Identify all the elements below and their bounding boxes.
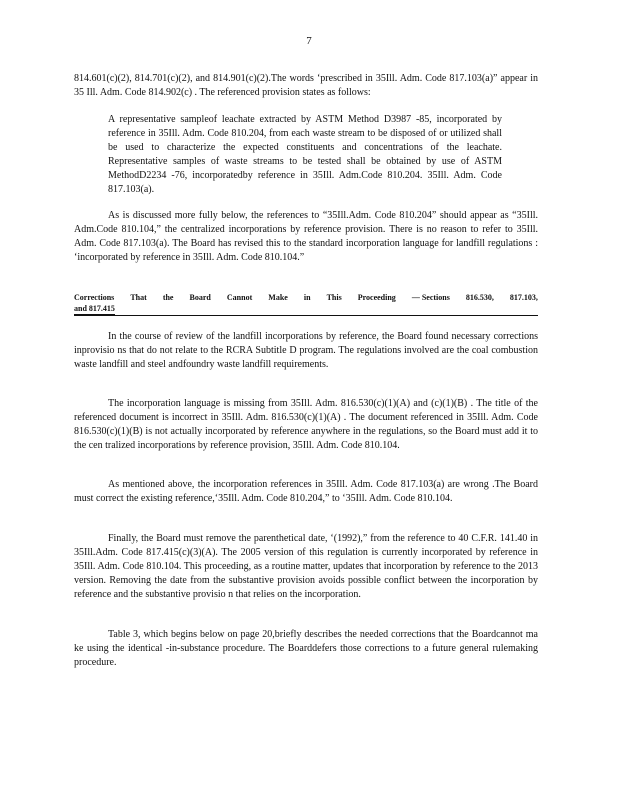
page-number: 7 (306, 35, 312, 47)
language-paragraph (74, 397, 538, 453)
heading-word: 817.103, (509, 293, 538, 302)
heading-word: Make (268, 293, 288, 302)
heading-word: Cannot (226, 293, 253, 302)
heading-word: in (303, 293, 311, 302)
heading-line-2: and 817.415 (74, 304, 115, 313)
heading-word: That (130, 293, 147, 302)
discussed-paragraph (74, 209, 538, 265)
intro-text: 814.601(c)(2), 814.701(c)(2), and 814.901(c)(2).The words ‘prescribed in 35Ill. Adm. Code 817.103(a)” appear in 35 Ill. Adm. Code 814.902(c) . The referenced provision states as follows: (74, 73, 538, 98)
course-text: In the course of review of the landfill incorporations by reference, the Board found necessary corrections inprovisio ns that do not relate to the RCRA Subtitle D program. The regulations involved are the coal combustion waste landfill and steel andfoundry waste landfill requirements. (74, 331, 538, 370)
heading-word: 816.530, (465, 293, 494, 302)
heading-word: — Sections (411, 293, 450, 302)
heading-line-1 (74, 292, 538, 303)
heading-word: Corrections (74, 293, 115, 302)
finally-text: Finally, the Board must remove the parenthetical date, ‘(1992),” from the reference to 40 C.F.R. 141.40 in 35Ill.Adm. Code 817.415(c)(3)(A). The 2005 version of this regulation is currently incorporated by reference in 35Ill. Adm. Code 810.104. This proceeding, as a routine matter, updates that incorporation by reference to the 2013 version. Removing the date from the substantive provision avoids possible conflict between the incorporation by reference and the substantive provisio n that relies on the incorporation. (74, 533, 538, 600)
discussed-text: As is discussed more fully below, the references to “35Ill.Adm. Code 810.204” should appear as “35Ill. Adm.Code 810.104,” the centralized incorporations by reference provision. There is no reason to refer to 35Ill. Adm. Code 817.103(a). The Board has revised this to the standard incorporation language for landfill regulations : ‘incorporated by reference in 35Ill. Adm. Code 810.104.” (74, 210, 538, 263)
section-heading (74, 292, 538, 316)
heading-word: Board (189, 293, 211, 302)
table-text: Table 3, which begins below on page 20,briefly describes the needed corrections that the Boardcannot ma ke using the identical -in-substance procedure. The Boarddefers those corrections to a future general rulemaking procedure. (74, 629, 538, 668)
mentioned-paragraph (74, 478, 538, 506)
course-paragraph (74, 330, 538, 372)
finally-paragraph (74, 532, 538, 602)
language-text: The incorporation language is missing from 35Ill. Adm. 816.530(c)(1)(A) and (c)(1)(B) . The title of the referenced document is incorrect in 35Ill. Adm. 816.530(c)(1)(A) . The document referenced in 35Ill. Adm. Code 816.530(c)(1)(B) is not actually incorporated by reference anywhere in the regulations, so the Board must add it to the cen tralized incorporations by reference provision, 35Ill. Adm. Code 810.104. (74, 398, 538, 451)
quote-text: A representative sampleof leachate extracted by ASTM Method D3987 -85, incorporated by reference in 35Ill. Adm. Code 810.204, from each waste stream to be disposed of or utilized shall be used to characterize the expected constituents and concentrations of the leachate. Representative samples of waste streams to be tested shall be obtained by use of ASTM MethodD2234 -76, incorporatedby reference in 35Ill. Adm.Code 810.204. 35Ill. Adm. Code 817.103(a). (108, 114, 502, 195)
mentioned-text: As mentioned above, the incorporation references in 35Ill. Adm. Code 817.103(a) are wrong .The Board must correct the existing reference,‘35Ill. Adm. Code 810.204,” to ‘35Ill. Adm. Code 810.104. (74, 479, 538, 504)
block-quote (108, 113, 502, 197)
heading-word: Proceeding (357, 293, 396, 302)
heading-word: This (326, 293, 342, 302)
heading-word: the (162, 293, 174, 302)
intro-paragraph (74, 72, 538, 100)
table-paragraph (74, 628, 538, 670)
